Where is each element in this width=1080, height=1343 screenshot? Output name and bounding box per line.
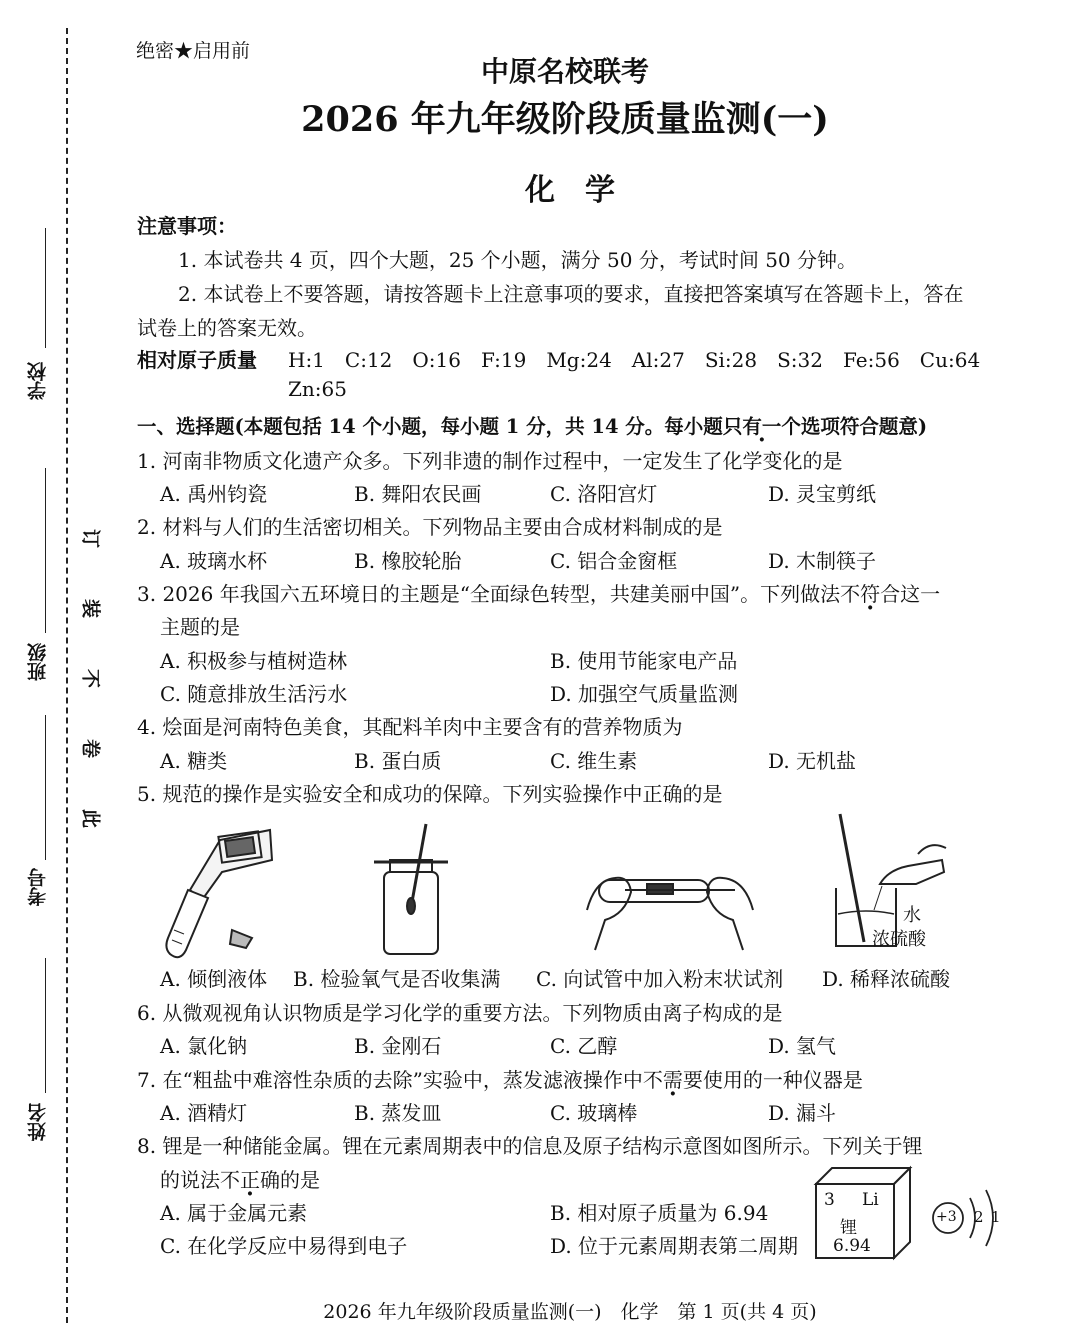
secret-mark: 绝密★启用前: [136, 40, 251, 62]
shell-2-electrons: 1: [991, 1208, 1001, 1226]
option-3b[interactable]: B. 使用节能家电产品: [550, 649, 738, 673]
question-1-stem: 1. 河南非物质文化遗产众多。下列非遗的制作过程中，一定发生了化学变化的是: [137, 449, 843, 473]
name-label: 姓名: [27, 1103, 49, 1141]
option-6a[interactable]: A. 氯化钠: [160, 1034, 248, 1058]
school-blank[interactable]: [45, 228, 46, 348]
seal-char: 此: [79, 808, 102, 828]
atomic-number: 3: [824, 1190, 835, 1210]
question-8-stem: 8. 锂是一种储能金属。锂在元素周期表中的信息及原子结构示意图如图所示。下列关于锂: [137, 1134, 923, 1158]
option-8b[interactable]: B. 相对原子质量为 6.94: [550, 1201, 769, 1225]
option-8d[interactable]: D. 位于元素周期表第二周期: [550, 1234, 799, 1258]
pouring-liquid-illustration: [160, 820, 280, 960]
option-5b[interactable]: B. 检验氧气是否收集满: [293, 967, 501, 991]
class-blank[interactable]: [45, 468, 46, 633]
name-blank[interactable]: [45, 958, 46, 1093]
note-item-1: 1. 本试卷共 4 页，四个大题，25 个小题，满分 50 分，考试时间 50 分钟。: [178, 248, 858, 272]
seal-char: 订: [79, 528, 102, 548]
question-8-stem-cont: 的说法不正确的是: [160, 1168, 320, 1192]
option-1c[interactable]: C. 洛阳宫灯: [550, 482, 658, 506]
exam-no-label: 考号: [27, 868, 49, 906]
exam-no-blank[interactable]: [45, 715, 46, 860]
oxygen-test-illustration: [370, 820, 450, 960]
binding-dashed-line: [66, 28, 68, 1323]
option-3a[interactable]: A. 积极参与植树造林: [160, 649, 348, 673]
seal-char: 不: [79, 668, 102, 688]
school-label: 学校: [27, 362, 49, 400]
seal-char: 卷: [79, 738, 102, 758]
notes-heading: 注意事项：: [137, 214, 237, 238]
powder-adding-illustration: [585, 840, 755, 960]
atomic-mass: 6.94: [833, 1236, 871, 1256]
page-footer: 2026 年九年级阶段质量监测(一) 化学 第 1 页(共 4 页): [323, 1301, 817, 1323]
seal-char: 装: [79, 598, 102, 618]
nucleus-charge: +3: [936, 1209, 957, 1225]
option-5c[interactable]: C. 向试管中加入粉末状试剂: [536, 967, 784, 991]
option-8a[interactable]: A. 属于金属元素: [160, 1201, 308, 1225]
atomic-mass-label: 相对原子质量: [137, 348, 257, 372]
option-2c[interactable]: C. 铝合金窗框: [550, 549, 678, 573]
shell-1-electrons: 2: [974, 1208, 984, 1226]
label-water: 水: [903, 905, 921, 926]
option-4d[interactable]: D. 无机盐: [768, 749, 857, 773]
question-5-stem: 5. 规范的操作是实验安全和成功的保障。下列实验操作中正确的是: [137, 782, 723, 806]
question-7-stem: 7. 在“粗盐中难溶性杂质的去除”实验中，蒸发滤液操作中不需要使用的一种仪器是: [137, 1068, 863, 1092]
option-6d[interactable]: D. 氢气: [768, 1034, 837, 1058]
option-7d[interactable]: D. 漏斗: [768, 1101, 837, 1125]
label-conc-acid: 浓硫酸: [872, 929, 926, 950]
option-5d[interactable]: D. 稀释浓硫酸: [822, 967, 951, 991]
note-item-2: 2. 本试卷上不要答题，请按答题卡上注意事项的要求，直接把答案填写在答题卡上，答在: [178, 282, 964, 306]
option-3d[interactable]: D. 加强空气质量监测: [550, 682, 739, 706]
note-item-2-cont: 试卷上的答案无效。: [137, 316, 317, 340]
exam-org: 中原名校联考: [480, 55, 649, 88]
option-6c[interactable]: C. 乙醇: [550, 1034, 618, 1058]
option-1b[interactable]: B. 舞阳农民画: [354, 482, 482, 506]
option-7b[interactable]: B. 蒸发皿: [354, 1101, 442, 1125]
option-7c[interactable]: C. 玻璃棒: [550, 1101, 638, 1125]
option-2a[interactable]: A. 玻璃水杯: [160, 549, 268, 573]
option-6b[interactable]: B. 金刚石: [354, 1034, 442, 1058]
option-4c[interactable]: C. 维生素: [550, 749, 638, 773]
option-4b[interactable]: B. 蛋白质: [354, 749, 442, 773]
option-2d[interactable]: D. 木制筷子: [768, 549, 877, 573]
page-title: 2026 年九年级阶段质量监测(一): [301, 99, 829, 140]
element-symbol: Li: [862, 1190, 879, 1210]
option-2b[interactable]: B. 橡胶轮胎: [354, 549, 462, 573]
option-7a[interactable]: A. 酒精灯: [160, 1101, 248, 1125]
question-4-stem: 4. 烩面是河南特色美食，其配料羊肉中主要含有的营养物质为: [137, 715, 683, 739]
atomic-mass-list: H:1 C:12 O:16 F:19 Mg:24 Al:27 Si:28 S:32 Fe:56 Cu:64: [288, 348, 981, 372]
question-2-stem: 2. 材料与人们的生活密切相关。下列物品主要由合成材料制成的是: [137, 515, 723, 539]
option-5a[interactable]: A. 倾倒液体: [160, 967, 268, 991]
class-label: 班级: [27, 643, 49, 681]
question-3-stem: 3. 2026 年我国六五环境日的主题是“全面绿色转型，共建美丽中国”。下列做法不符合这一: [137, 582, 941, 606]
question-3-stem-cont: 主题的是: [160, 615, 240, 639]
option-3c[interactable]: C. 随意排放生活污水: [160, 682, 348, 706]
element-name: 锂: [840, 1218, 857, 1238]
option-4a[interactable]: A. 糖类: [160, 749, 228, 773]
atomic-mass-list-cont: Zn:65: [288, 377, 347, 401]
subject-title: 化 学: [525, 173, 615, 208]
option-1d[interactable]: D. 灵宝剪纸: [768, 482, 877, 506]
option-8c[interactable]: C. 在化学反应中易得到电子: [160, 1234, 408, 1258]
section-heading: 一、选择题(本题包括 14 个小题，每小题 1 分，共 14 分。每小题只有一个选项符合题意): [137, 415, 928, 438]
option-1a[interactable]: A. 禹州钧瓷: [160, 482, 268, 506]
question-6-stem: 6. 从微观视角认识物质是学习化学的重要方法。下列物质由离子构成的是: [137, 1001, 783, 1025]
